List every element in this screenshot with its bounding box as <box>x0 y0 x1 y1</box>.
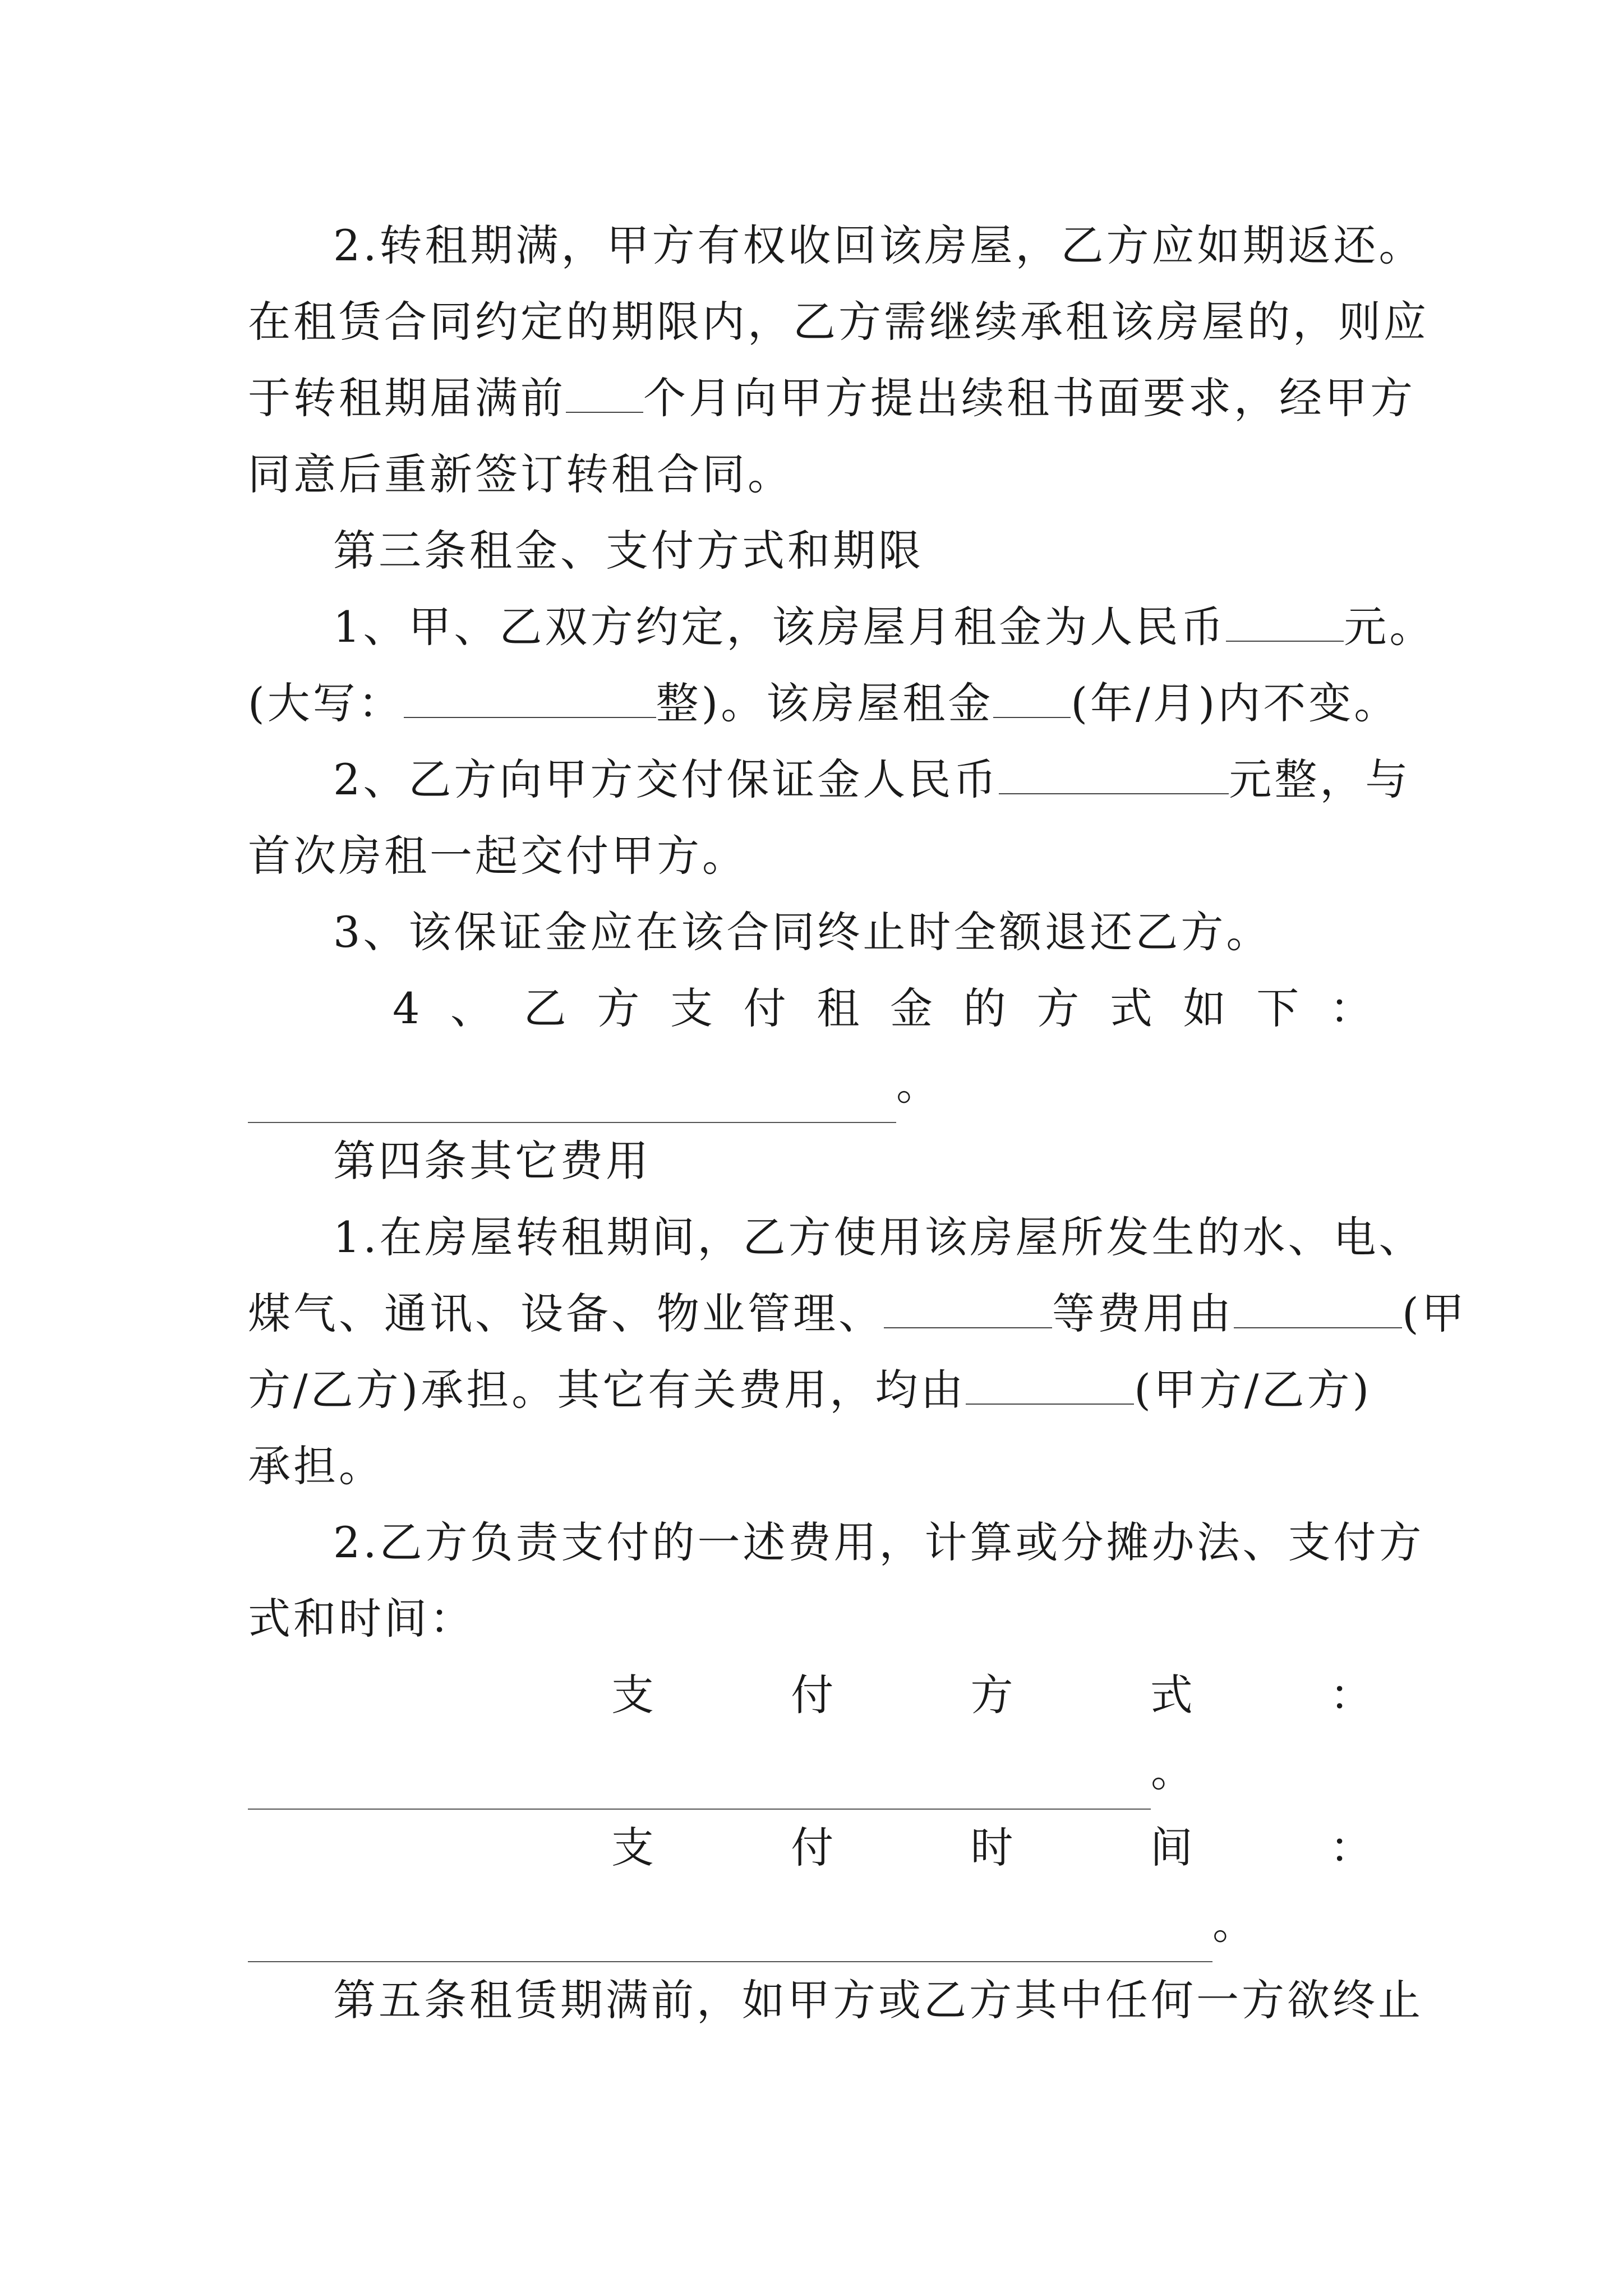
paragraph-line <box>248 1352 1375 1428</box>
char: 付 <box>791 1823 837 1872</box>
text: 1.在房屋转租期间，乙方使用该房屋所发生的水、电、 <box>333 1212 1424 1262</box>
fill-in-line <box>248 1886 1375 1962</box>
section-heading <box>248 1123 1460 1199</box>
fill-in-blank <box>1226 607 1344 642</box>
fill-in-blank <box>248 1915 1212 1962</box>
fill-in-blank <box>1234 1294 1402 1328</box>
paragraph-line <box>248 589 1460 665</box>
text: 于转租期届满前 <box>248 373 566 423</box>
fill-in-line <box>248 1047 1375 1123</box>
fill-in-blank <box>993 683 1071 718</box>
paragraph-line <box>248 1504 1460 1581</box>
text: 煤气、通讯、设备、物业管理、 <box>248 1289 884 1338</box>
paragraph-line <box>248 284 1429 360</box>
char: 下 <box>1256 983 1302 1033</box>
char: 如 <box>1183 983 1229 1033</box>
fill-in-line <box>248 1733 1375 1810</box>
text: 方/乙方)承担。其它有关费用，均由 <box>248 1365 966 1415</box>
text: 承担。 <box>248 1441 384 1491</box>
char: 、 <box>450 983 496 1033</box>
char: 乙 <box>523 983 569 1033</box>
char: 方 <box>1036 983 1082 1033</box>
char: 时 <box>970 1823 1016 1872</box>
text: 式和时间： <box>248 1594 475 1644</box>
char: ： <box>1329 983 1375 1033</box>
char: 支 <box>611 1670 657 1720</box>
char: ： <box>1330 1670 1375 1720</box>
text: 2.转租期满，甲方有权收回该房屋，乙方应如期返还。 <box>333 220 1424 270</box>
spaced-line <box>248 1657 1375 1733</box>
text: 首次房租一起交付甲方。 <box>248 831 748 881</box>
paragraph-line <box>248 665 1400 742</box>
fill-in-blank <box>248 1076 896 1123</box>
text: 。 <box>1212 1899 1258 1949</box>
text: (甲 <box>1402 1289 1467 1338</box>
char: 间 <box>1150 1823 1196 1872</box>
paragraph-line <box>248 360 1415 436</box>
text: 等费用由 <box>1052 1289 1234 1338</box>
text: 2.乙方负责支付的一述费用，计算或分摊办法、支付方 <box>333 1517 1424 1567</box>
char: ： <box>1330 1823 1375 1872</box>
paragraph-line <box>248 818 1375 894</box>
text: 第四条其它费用 <box>333 1136 651 1186</box>
char: 方 <box>970 1670 1016 1720</box>
text: 在租赁合同约定的期限内，乙方需继续承租该房屋的，则应 <box>248 297 1429 347</box>
paragraph-line <box>248 742 1460 818</box>
char: 的 <box>963 983 1009 1033</box>
char: 付 <box>743 983 789 1033</box>
section-heading <box>248 513 1460 589</box>
paragraph-line <box>248 1199 1460 1276</box>
text: 。 <box>896 1060 942 1110</box>
section-heading <box>248 1962 1460 2039</box>
fill-in-blank <box>884 1294 1052 1328</box>
text: 元整，与 <box>1229 754 1411 804</box>
text: (大写： <box>248 678 404 728</box>
fill-in-blank <box>966 1370 1134 1405</box>
paragraph-line <box>248 1581 1375 1657</box>
text: 3、该保证金应在该合同终止时全额退还乙方。 <box>333 907 1272 957</box>
paragraph-line <box>248 208 1460 284</box>
text: 。 <box>1151 1746 1196 1796</box>
text: 整)。该房屋租金 <box>656 678 994 728</box>
fill-in-blank <box>999 760 1229 794</box>
char: 式 <box>1150 1670 1196 1720</box>
char: 租 <box>817 983 863 1033</box>
char: 金 <box>889 983 935 1033</box>
char: 式 <box>1109 983 1155 1033</box>
text: 第三条租金、支付方式和期限 <box>333 526 924 576</box>
paragraph-line <box>248 1428 1375 1504</box>
paragraph-line <box>248 436 1375 513</box>
fill-in-blank <box>248 1763 1151 1810</box>
text: (年/月)内不变。 <box>1071 678 1400 728</box>
paragraph-line <box>248 1276 1467 1352</box>
char: 4 <box>393 983 423 1033</box>
text: 个月向甲方提出续租书面要求，经甲方 <box>643 373 1415 423</box>
spaced-line <box>248 970 1375 1047</box>
text: 1、甲、乙双方约定，该房屋月租金为人民币 <box>333 602 1227 652</box>
text: 同意后重新签订转租合同。 <box>248 449 793 499</box>
text: 元。 <box>1344 602 1435 652</box>
char: 方 <box>597 983 643 1033</box>
fill-in-blank <box>404 683 656 718</box>
spaced-line <box>248 1810 1375 1886</box>
text: 第五条租赁期满前，如甲方或乙方其中任何一方欲终止 <box>333 1975 1423 2025</box>
char: 付 <box>791 1670 837 1720</box>
fill-in-blank <box>566 378 643 413</box>
char: 支 <box>670 983 716 1033</box>
char: 支 <box>611 1823 657 1872</box>
paragraph-line <box>248 894 1460 970</box>
text: (甲方/乙方) <box>1134 1365 1372 1415</box>
text: 2、乙方向甲方交付保证金人民币 <box>333 754 999 804</box>
